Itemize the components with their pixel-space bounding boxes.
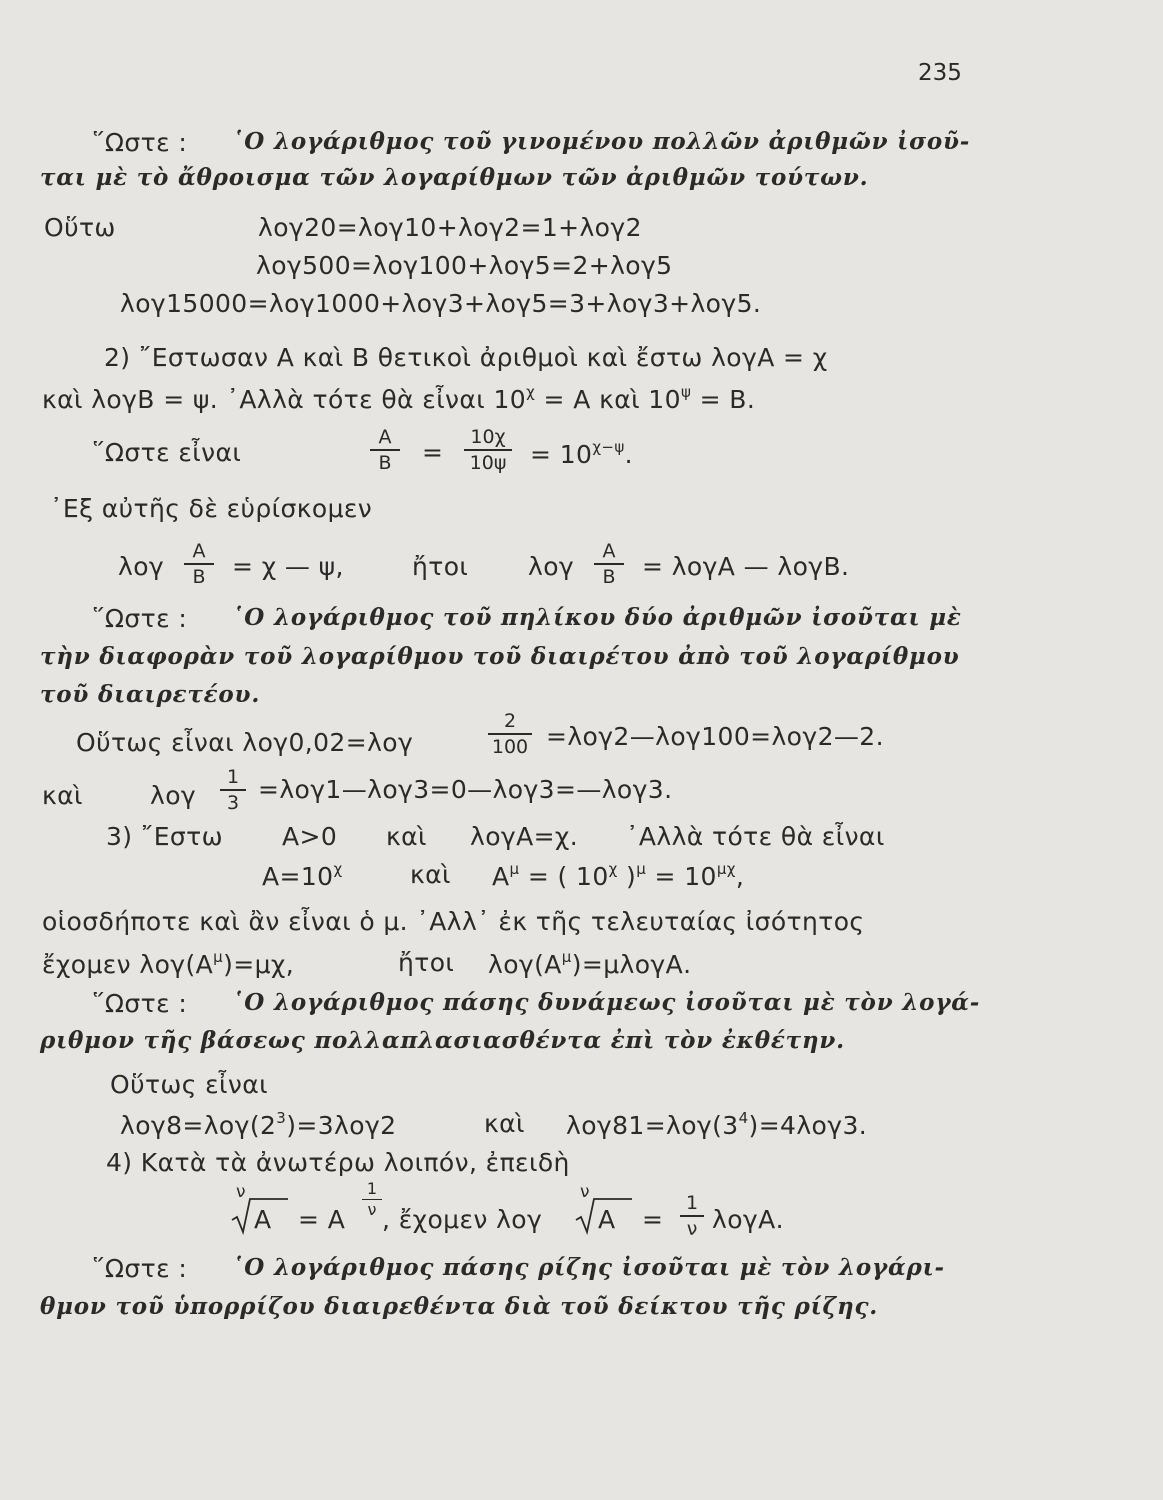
text-line: οἱοσδήποτε καὶ ἂν εἶναι ὁ μ. ᾿Αλλ᾿ ἐκ τῆς τελευταίας ἰσότητος xyxy=(42,907,865,936)
fraction: 1 ν xyxy=(680,1192,704,1240)
root-index: ν xyxy=(580,1182,590,1202)
text-line: ἤτοι xyxy=(398,948,455,977)
equation: $\lambda o\gamma(A^\mu)=\mu\lambda o\gamma A$. xyxy=(488,948,692,979)
text-line: καὶ xyxy=(484,1109,525,1138)
equation: λογ20=λογ10+λογ2=1+λογ2 xyxy=(258,213,642,242)
rule-label: ῞Ωστε : xyxy=(92,604,188,633)
equation: Α>0 xyxy=(282,822,338,851)
text-line: Οὕτως εἶναι xyxy=(110,1070,269,1099)
radicand: Α xyxy=(598,1205,616,1234)
fraction: 1 3 xyxy=(220,766,246,814)
text-line: καὶ λογΒ = ψ. ᾿Αλλὰ τότε θὰ εἶναι $10^\chi = A$ καὶ $10^\psi = B$. xyxy=(42,383,756,414)
rule-label: ῞Ωστε : xyxy=(92,989,188,1018)
fraction: 10χ 10ψ xyxy=(464,426,512,474)
equation: ἔχομεν $\lambda o\gamma(A^\mu)=\mu\chi$, xyxy=(42,948,295,979)
fraction: Α Β xyxy=(594,540,624,588)
text-line: καὶ xyxy=(410,860,451,889)
equation: λογΑ. xyxy=(712,1205,784,1234)
text-line: καὶ xyxy=(386,822,427,851)
root-index: ν xyxy=(236,1182,246,1202)
rule-text: τὴν διαφορὰν τοῦ λογαρίθμου τοῦ διαιρέτου ἀπὸ τοῦ λογαρίθμου xyxy=(40,643,960,670)
rule-text: τοῦ διαιρετέου. xyxy=(40,681,261,708)
radicand: Α xyxy=(254,1205,272,1234)
text-line: ἤτοι xyxy=(412,552,469,581)
equation: =λογ2—λογ100=λογ2—2. xyxy=(546,722,884,751)
exponent-fraction: 1 ν xyxy=(362,1180,382,1219)
equation: $A=10^\chi$ xyxy=(262,860,343,891)
equals-sign: = xyxy=(422,438,444,467)
equation: , ἔχομεν λογ xyxy=(382,1205,543,1234)
equation: = $10^{\chi-\psi}$. xyxy=(530,438,633,469)
fraction: Α Β xyxy=(184,540,214,588)
fraction: 2 100 xyxy=(488,710,532,758)
rule-label: ῞Ωστε : xyxy=(92,1254,188,1283)
equals-sign: = xyxy=(642,1205,664,1234)
equation: $\lambda o\gamma 8=\lambda o\gamma(2^3)=3\lambda o\gamma 2$ xyxy=(120,1109,397,1140)
equation: Οὕτως εἶναι λογ0,02=λογ xyxy=(76,728,414,757)
rule-text: ῾Ο λογάριθμος τοῦ πηλίκου δύο ἀριθμῶν ἰσοῦται μὲ xyxy=(232,604,962,631)
text-line: 2) ῎Εστωσαν Α καὶ Β θετικοὶ ἀριθμοὶ καὶ ἔστω λογΑ = χ xyxy=(104,343,828,372)
text-line: 4) Κατὰ τὰ ἀνωτέρω λοιπόν, ἐπειδὴ xyxy=(106,1148,570,1177)
rule-text: ριθμον τῆς βάσεως πολλαπλασιασθέντα ἐπὶ τὸν ἐκθέτην. xyxy=(40,1027,845,1054)
text-line: Οὕτω xyxy=(44,213,116,242)
rule-text: θμον τοῦ ὑπορρίζου διαιρεθέντα διὰ τοῦ δείκτου τῆς ρίζης. xyxy=(40,1293,879,1320)
text-line: ῞Ωστε εἶναι xyxy=(92,438,242,467)
rule-label: ῞Ωστε : xyxy=(92,128,188,157)
equation: λογ xyxy=(118,552,165,581)
rule-text: ται μὲ τὸ ἄθροισμα τῶν λογαρίθμων τῶν ἀριθμῶν τούτων. xyxy=(40,164,869,191)
equation: λογ xyxy=(150,781,197,810)
text-line: 3) ῎Εστω xyxy=(106,822,223,851)
equation: λογΑ=χ. xyxy=(470,822,579,851)
equation: $\lambda o\gamma 81=\lambda o\gamma(3^4)=4\lambda o\gamma 3$. xyxy=(566,1109,868,1140)
rule-text: ῾Ο λογάριθμος πάσης ρίζης ἰσοῦται μὲ τὸν λογάρι- xyxy=(232,1254,945,1281)
rule-text: ῾Ο λογάριθμος τοῦ γινομένου πολλῶν ἀριθμῶν ἰσοῦ- xyxy=(232,128,971,155)
equation: = λογΑ — λογΒ. xyxy=(642,552,850,581)
text-line: ᾿Αλλὰ τότε θὰ εἶναι xyxy=(626,822,885,851)
text-line: καὶ xyxy=(42,781,83,810)
equation: = Α xyxy=(298,1205,346,1234)
equation: λογ xyxy=(528,552,575,581)
equation: $A^\mu$ = ( $10^\chi$ )$^\mu = 10^{\mu\chi}$, xyxy=(492,860,745,891)
equation: λογ15000=λογ1000+λογ3+λογ5=3+λογ3+λογ5. xyxy=(120,289,762,318)
equation: = χ — ψ, xyxy=(232,552,344,581)
page-number: 235 xyxy=(918,60,962,86)
equation: =λογ1—λογ3=0—λογ3=—λογ3. xyxy=(258,775,673,804)
rule-text: ῾Ο λογάριθμος πάσης δυνάμεως ἰσοῦται μὲ τὸν λογά- xyxy=(232,989,981,1016)
equation: λογ500=λογ100+λογ5=2+λογ5 xyxy=(256,251,673,280)
fraction: Α Β xyxy=(370,426,400,474)
text-line: ᾿Εξ αὐτῆς δὲ εὑρίσκομεν xyxy=(50,494,373,523)
